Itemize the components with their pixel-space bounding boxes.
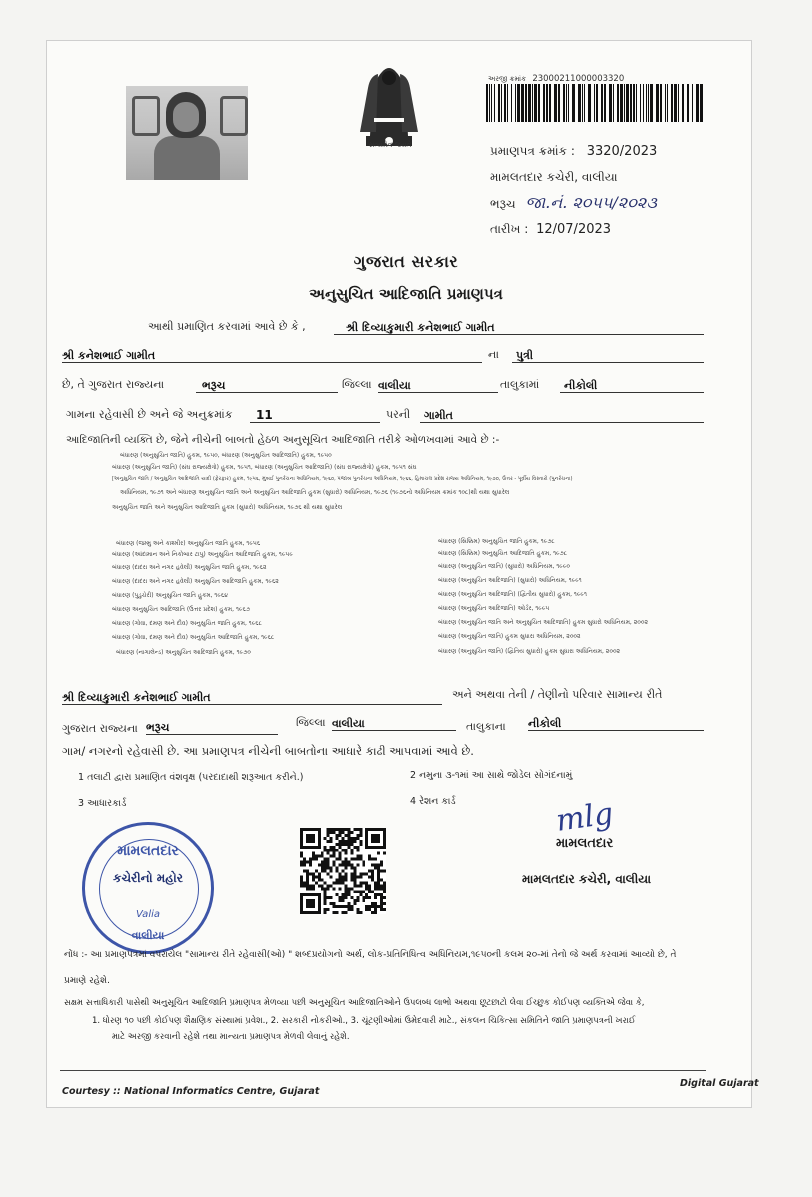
barcode-bar xyxy=(578,84,581,122)
barcode-bar xyxy=(584,84,585,122)
district: ભરૂચ xyxy=(202,379,226,392)
family-text: અને અથવા તેની / તેણીનો પરિવાર સામાન્ય રીતે xyxy=(452,688,663,701)
barcode-bar xyxy=(489,84,490,122)
barcode-bar xyxy=(596,84,598,122)
relation: પુત્રી xyxy=(516,349,534,362)
barcode-bar xyxy=(588,84,591,122)
barcode-bar xyxy=(517,84,520,122)
order-right: બંધારણ (સિક્કિમ) અનુસુચિત જાતિ હુકમ, ૧૯૭૮ xyxy=(438,538,555,545)
resident-text: ગામના રહેવાસી છે અને જે અનુક્રમાંક xyxy=(66,408,233,421)
district-label: જિલ્લા xyxy=(342,378,372,391)
residence-district-label: જિલ્લા xyxy=(296,716,326,729)
handwritten-ref: ભરૂચ જા.નં. ૨૦૫૫/૨૦૨૩ xyxy=(490,193,657,212)
barcode-bar xyxy=(525,84,527,122)
order-line: બંધારણ (અનુસુચિત જાતિ) હુકમ, ૧૯૫૦, બંધારણ (અનુસુચિત આદિજાતિ) હુકમ, ૧૯૫૦ xyxy=(120,452,332,459)
document-item: 2 નમુના ૩-૧માં આ સાથે જોડેલ સોગંદનામું xyxy=(410,770,573,781)
tribe-line xyxy=(420,404,704,423)
barcode-bar xyxy=(511,84,512,122)
relation-line xyxy=(512,344,704,363)
barcode-bar xyxy=(624,84,625,122)
holder-name: શ્રી દિવ્યાકુમારી કનેશભાઈ ગામીત xyxy=(346,321,495,334)
qr-code xyxy=(300,828,386,914)
barcode-bar xyxy=(568,84,569,122)
serial-number: 11 xyxy=(256,408,273,422)
order-line: બંધારણ (અનુસુચિત જાતિ) (સંઘ રાજ્યક્ષેત્રો) હુકમ, ૧૯૫૧, બંધારણ (અનુસુચિત આદિજાતિ) (સંઘ રાજ્યક્ષેત્રો) હુકમ, ૧૯૫૧ સંઘ xyxy=(112,464,417,471)
barcode-bar xyxy=(640,84,641,122)
barcode-bar xyxy=(504,84,506,122)
residence-holder-line xyxy=(62,686,442,705)
signature: mlg xyxy=(553,796,616,839)
barcode-bar xyxy=(521,84,524,122)
order-right: બંધારણ (અનુસુચિત આદિજાતિ) ઓર્ડર, ૧૯૯૫ xyxy=(438,605,550,612)
barcode-bar xyxy=(558,84,560,122)
advice-end: માટે અરજી કરવાની રહેશે તથા માન્યતા પ્રમાણપત્ર મેળવી લેવાનું રહેશે. xyxy=(112,1032,350,1042)
document-item: 4 રેશન કાર્ડ xyxy=(410,796,456,807)
barcode-bar xyxy=(549,84,551,122)
issue-date: તારીખ : 12/07/2023 xyxy=(490,222,612,237)
note-text: નોંધ :- આ પ્રમાણપત્રમાં વપરાયેલ "સામાન્ય રીતે રહેવાસી(ઓ) " શબ્દપ્રયોગનો અર્થ, લોક-પ્રતિનિધિત્વ અધિનિયમ,૧૯૫૦ની કલમ ૨૦-માં તેનો જે અર્થ કરવામાં આવ્યો છે, તે xyxy=(64,950,677,960)
advice-items: 1. ધોરણ ૧૦ પછી કોઈપણ શૈક્ષણિક સંસ્થામાં પ્રવેશ., 2. સરકારી નોકરીઓ., 3. ચૂંટણીઓમાં ઉમેદવારી માટે., સંકલન ચિકિત્સા સમિતિને જાતિ પ્રમાણપત્રની ખરાઈ xyxy=(92,1016,636,1026)
footer-brand: Digital Gujarat xyxy=(680,1078,759,1089)
serial-line xyxy=(250,404,380,423)
barcode-bar xyxy=(554,84,557,122)
village: નીકોલી xyxy=(564,379,598,392)
taluka-label: તાલુકામાં xyxy=(500,378,540,391)
barcode-bar xyxy=(566,84,567,122)
barcode-bar xyxy=(671,84,673,122)
document-item: 3 આધારકાર્ડ xyxy=(78,798,127,809)
order-right: બંધારણ (સિક્કિમ) અનુસુચિત આદિજાતિ હુકમ, ૧૯૭૮ xyxy=(438,550,568,557)
barcode-bar xyxy=(613,84,614,122)
order-right: બંધારણ (અનુસુચિત આદિજાતિ) (સુધારો) અધિનિયમ, ૧૯૯૧ xyxy=(438,577,582,584)
barcode-bar xyxy=(696,84,699,122)
advice-text: સક્ષમ સત્તાધિકારી પાસેથી અનુસૂચિત આદિજાતિ પ્રમાણપત્ર મેળવ્યા પછી અનુસૂચિત આદિજાતિઓને ઉપલબ્ધ લાભો અથવા છૂટછાટો લેવા ઈચ્છુક કોઈપણ વ્યક્તિએ જેવા કે, xyxy=(64,998,645,1008)
barcode-bar xyxy=(656,84,659,122)
application-number: અરજી ક્રમાંક 23000211000003320 xyxy=(488,74,625,84)
barcode-bar xyxy=(660,84,662,122)
certificate-title: અનુસુચિત આદિજાતિ પ્રમાણપત્ર xyxy=(309,285,503,303)
holder-name-line xyxy=(334,316,704,335)
barcode-bar xyxy=(601,84,603,122)
barcode-bar xyxy=(538,84,540,122)
applicant-photo xyxy=(126,86,248,180)
residence-taluka: વાલીયા xyxy=(332,717,365,730)
barcode-bar xyxy=(678,84,679,122)
barcode-bar xyxy=(501,84,502,122)
residence-village-line xyxy=(528,712,704,731)
certificate-number: પ્રમાણપત્ર ક્રમાંક : 3320/2023 xyxy=(490,144,658,159)
government-title: ગુજરાત સરકાર xyxy=(353,252,459,271)
barcode-bar xyxy=(528,84,531,122)
barcode-bar xyxy=(617,84,619,122)
order-right: બંધારણ (અનુસુચિત જાતિ) (દ્વિતિય સુધારો) હુકમ સુધારા અધિનિયમ, ૨૦૦૨ xyxy=(438,648,621,655)
barcode-bar xyxy=(494,84,496,122)
barcode-bar xyxy=(582,84,583,122)
upon-label: પરની xyxy=(386,408,411,421)
barcode-bar xyxy=(682,84,684,122)
barcode-bar xyxy=(507,84,508,122)
barcode-bar xyxy=(491,84,492,122)
barcode-bar xyxy=(572,84,575,122)
barcode-bar xyxy=(630,84,632,122)
barcode-bar xyxy=(692,84,694,122)
taluka-line xyxy=(378,374,498,393)
barcode-bar xyxy=(563,84,565,122)
footer-credit: Courtesy :: National Informatics Centre, Gujarat xyxy=(62,1086,320,1097)
barcode-bar xyxy=(648,84,649,122)
recognized-text: આદિજાતિની વ્યક્તિ છે, જેને નીચેની બાબતો હેઠળ અનુસૂચિત આદિજાતિ તરીકે ઓળખવામાં આવે છે :- xyxy=(66,434,500,446)
na-label: ના xyxy=(488,348,499,361)
note-cont: પ્રમાણે રહેશે. xyxy=(64,976,110,986)
certify-text: આથી પ્રમાણિત કરવામાં આવે છે કે , xyxy=(148,320,306,333)
issuing-office: મામલતદાર કચેરી, વાલીયા xyxy=(490,170,618,184)
order-right: બંધારણ (અનુસુચિત જાતિ) હુકમ સુધારા અધિનિયમ, ૨૦૦૨ xyxy=(438,633,581,640)
barcode-bar xyxy=(532,84,533,122)
barcode-bar xyxy=(665,84,666,122)
order-left: બંધારણ (જમ્મુ અને કાશ્મીર) અનુસુચિત જાતિ હુકમ, ૧૯૫૬ xyxy=(116,540,261,547)
barcode-bar xyxy=(594,84,595,122)
order-left: બંધારણ (આંદામાન અને નિકોબાર ટાપુ) અનુસુચિત આદિજાતિ હુકમ, ૧૯૫૯ xyxy=(112,551,293,558)
order-line: અધિનિયમ, ૧૯૭૧ અને બંધારણ અનુસુચિત જાતિ અને અનુસુચિત આદિજાતિ હુકમ (સુધારો) અધિનિયમ, ૧૯૭૬ (૧૯૭૬નો અધિનિયમ ક્રમાંક ૧૦૮)થી યથા સુધારેલ xyxy=(120,489,510,496)
order-left: બંધારણ (દાદરા અને નગર હવેલી) અનુસુચિત જાતિ હુકમ, ૧૯૬૨ xyxy=(112,564,267,571)
father-name: શ્રી કનેશભાઈ ગામીત xyxy=(62,349,156,362)
order-left: બંધારણ (દાદરા અને નગર હવેલી) અનુસુચિત આદિજાતિ હુકમ, ૧૯૬૨ xyxy=(112,578,279,585)
emblem-caption: સત્યમેવ જયતે xyxy=(368,141,412,149)
signatory-office: મામલતદાર કચેરી, વાલીયા xyxy=(522,872,652,886)
barcode-bar xyxy=(636,84,637,122)
barcode-bar xyxy=(543,84,545,122)
barcode-bar xyxy=(486,84,488,122)
national-emblem-icon xyxy=(352,58,426,150)
footer-divider xyxy=(60,1070,706,1071)
village-line xyxy=(560,374,704,393)
order-right: બંધારણ (અનુસુચિત જાતિ) (સુધારો) અધિનિયમ, ૧૯૯૦ xyxy=(438,563,571,570)
barcode xyxy=(486,84,706,122)
order-right: બંધારણ (અનુસુચિત જાતિ અને અનુસુચિત આદિજાતિ) હુકમ સુધારો અધિનિયમ, ૨૦૦૨ xyxy=(438,619,649,626)
barcode-bar xyxy=(534,84,537,122)
order-left: બંધારણ (ગોવા, દમણ અને દીવ) અનુસુચિત જાતિ હુકમ, ૧૯૬૮ xyxy=(112,620,262,627)
barcode-bar xyxy=(650,84,653,122)
order-line: અનુસુચિત જાતિ અને અનુસુચિત આદિજાતિ હુકમ (સુધારો) અધિનિયમ, ૧૯૭૬ થી યથા સુધારેલ xyxy=(112,504,343,511)
barcode-bar xyxy=(700,84,703,122)
district-line xyxy=(196,374,338,393)
residence-state-text: ગુજરાત રાજ્યના xyxy=(62,722,138,735)
taluka: વાલીયા xyxy=(378,379,411,392)
order-left: બંધારણ અનુસુચિત આદિજાતિ (ઉત્તર પ્રદેશ) હુકમ, ૧૯૬૭ xyxy=(112,606,250,613)
tribe: ગામીત xyxy=(424,409,453,422)
barcode-bar xyxy=(498,84,500,122)
barcode-bar xyxy=(643,84,645,122)
order-left: બંધારણ (નાગાલેન્ડ) અનુસુચિત આદિજાતિ હુકમ, ૧૯૭૦ xyxy=(116,649,251,656)
residence-district: ભરૂચ xyxy=(146,721,170,734)
barcode-bar xyxy=(687,84,689,122)
barcode-bar xyxy=(609,84,612,122)
signatory-title: મામલતદાર xyxy=(556,836,614,851)
barcode-bar xyxy=(546,84,548,122)
state-text: છે, તે ગુજરાત રાજ્યના xyxy=(62,378,165,391)
document-item: 1 તલાટી દ્વારા પ્રમાણિત વંશવૃક્ષ (પરદાદાથી શરૂઆત કરીને.) xyxy=(78,772,304,783)
order-left: બંધારણ (પુડુચેરી) અનુસુચિત જાતિ હુકમ, ૧૯૬૪ xyxy=(112,592,229,599)
basis-text: ગામ/ નગરનો રહેવાસી છે. આ પ્રમાણપત્ર નીચેની બાબતોના આધારે કાઢી આપવામાં આવે છે. xyxy=(62,744,474,758)
residence-taluka-label: તાલુકાના xyxy=(466,720,506,733)
order-right: બંધારણ (અનુસુચિત આદિજાતિ) (દ્વિતીય સુધારો) હુકમ, ૧૯૯૧ xyxy=(438,591,587,598)
office-seal: મામલતદાર કચેરીનો મહોર Valia વાલીયા xyxy=(82,822,214,954)
barcode-bar xyxy=(667,84,668,122)
order-left: બંધારણ (ગોવા, દમણ અને દીવ) અનુસુચિત આદિજાતિ હુકમ, ૧૯૬૮ xyxy=(112,634,275,641)
barcode-bar xyxy=(626,84,629,122)
residence-taluka-line xyxy=(332,712,456,731)
barcode-bar xyxy=(633,84,635,122)
father-name-line xyxy=(62,344,482,363)
barcode-bar xyxy=(646,84,647,122)
order-line: [અનુસુચિત જાતિ / અનુસુચિત આદિજાતિ યાદી (ફેરફાર) હુકમ, ૧૯૫૬, મુંબઈ પુનર્રચના અધિનિયમ, ૧૯૬૦, પંજાબ પુનર્રચના અધિનિયમ, ૧૯૬૬, હિમાચલ પ્રદેશ રાજ્ય અધિનિયમ, ૧૯૭૦, ઉત્તર - પૂર્વીય વિસ્તારો (પુનર્રચના) xyxy=(112,476,573,482)
residence-district-line xyxy=(146,716,278,735)
barcode-bar xyxy=(604,84,606,122)
residence-village: નીકોલી xyxy=(528,717,562,730)
barcode-bar xyxy=(515,84,516,122)
barcode-bar xyxy=(674,84,677,122)
barcode-bar xyxy=(620,84,623,122)
residence-holder-name: શ્રી દિવ્યાકુમારી કનેશભાઈ ગામીત xyxy=(62,691,211,704)
